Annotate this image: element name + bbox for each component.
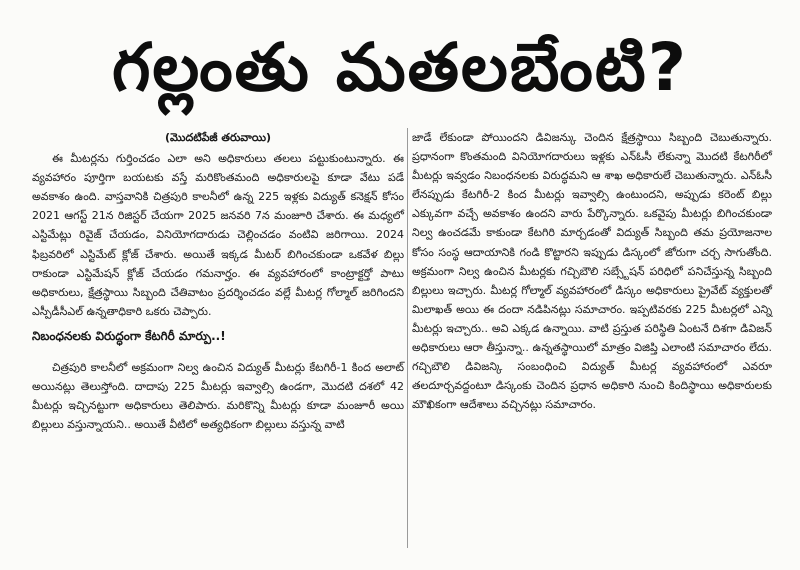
right-paragraph-1: జాడే లేకుండా పోయిందని డివిజన్కు చెందిన క్షేత్రస్థాయి సిబ్బంది చెబుతున్నారు. ప్రధానంగా కొంతమంది వినియోగదారులు ఇళ్లకు ఎన్ఓసీ లేకున్నా మొదటి కేటగిరీలో మీటర్లు ఇవ్వడం నిబంధనలకు విరుద్ధమని ఆ శాఖ అధికారులే చెబుతున్నారు. ఎన్ఓసీ లేనప్పుడు కేటగిరీ-2 కింద మీటర్లు ఇవ్వాల్సి ఉంటుందని, అప్పుడు కరెంట్ బిల్లు ఎక్కువగా వచ్చే అవకాశం ఉందని వారు పేర్కొన్నారు. ఒకవైపు మీటర్లు బిగించకుండా నిల్వ ఉంచడమే కాకుండా కేటగిరి మార్చడంతో విద్యుత్ సిబ్బంది తమ ప్రయోజనాల కోసం సంస్థ ఆదాయానికి గండి కొట్టారని ఇప్పుడు డిస్కంలో జోరుగా చర్చ సాగుతోంది. అక్రమంగా నిల్వ ఉంచిన మీటర్లకు గచ్చిబౌలి సబ్స్టేషన్ పరిధిలో పనిచేస్తున్న సిబ్బంది బిల్లులు ఇచ్చారు. మీటర్ల గోల్మాల్ వ్యవహారంలో డిస్కం అధికారులు ప్రైవేట్ వ్యక్తులతో మిలాఖత్ అయి ఈ దందా నడిపినట్లు సమాచారం. ఇప్పటివరకు 225 మీటర్లలో ఎన్ని మీటర్లు ఇచ్చారు.. అవి ఎక్కడ ఉన్నాయి. వాటి ప్రస్తుత పరిస్థితి ఏంటనే దిశగా డివిజన్ అధికారులు ఆరా తీస్తున్నా.. ఉన్నతస్థాయిలో మాత్రం విజిప్తి ఎలాంటి సమాచారం లేదు. గచ్చిబౌలి డివిజన్కి సంబంధించి విద్యుత్ మీటర్ల వ్యవహారంలో ఎవరూ తలదూర్చవద్దంటూ డిస్కంకు చెందిన ప్రధాన అధికారి నుంచి కిందిస్థాయి అధికారులకు మౌఖికంగా ఆదేశాలు వచ్చినట్లు సమాచారం. [412,131,772,412]
byline: (మొదటిపేజీ తరువాయి) [164,131,271,144]
headline: గల్లంతు మతలబేంటి? [111,29,689,106]
left-paragraph-1: ఈ మీటర్లను గుర్తించడం ఎలా అని అధికారులు తలలు పట్టుకుంటున్నారు. ఈ వ్యవహారం పూర్తిగా బయటకు వస్తే మరికొంతమంది అధికారులపై కూడా వేటు పడే అవకాశం ఉంది. వాస్తవానికి చిత్రపురి కాలనీలో ఉన్న 225 ఇళ్లకు విద్యుత్ కనెక్షన్ కోసం 2021 ఆగస్ట్ 21న రిజిస్టర్ చేయగా 2025 జనవరి 7న మంజూరి చేశారు. ఈ మధ్యలో ఎస్టిమేట్లు రివైజ్ చేయడం, వినియోగదారుడు చెల్లించడం వంటివి జరిగాయి. 2024 ఫిబ్రవరిలో ఎస్టిమేట్ క్లోజ్ చేశారు. అయితే ఇక్కడ మీటర్ బిగించకుండా ఒకవేళ బిల్లు రాకుండా ఎస్టిమేషన్ క్లోజ్ చేయడం గమనార్హం. ఈ వ్యవహారంలో కాంట్రాక్టర్తో పాటు అధికారులు, క్షేత్రస్థాయి సిబ్బంది చేతివాటం ప్రదర్శించడం వల్లే మీటర్ల గోల్మాల్ జరిగిందని ఎస్పీడీసీఎల్ ఉన్నతాధికారి ఒకరు చెప్పారు. [32,152,404,318]
left-column [32,128,404,434]
left-paragraph-2: చిత్రపురి కాలనీలో అక్రమంగా నిల్వ ఉంచిన విద్యుత్ మీటర్లు కేటగిరీ-1 కింద అలాట్ అయినట్లు తెలుస్తోంది. దాదాపు 225 మీటర్లు ఇవ్వాల్సి ఉండగా, మొదటి దశలో 42 మీటర్లు ఇచ్చినట్టుగా అధికారులు తెలిపారు. మరికొన్ని మీటర్లు కూడా మంజూరీ అయి బిల్లులు వస్తున్నాయని.. అయితే వీటిలో అత్యధికంగా బిల్లులు వస్తున్న వాటి [32,361,404,432]
column-divider [407,128,408,548]
subheading: నిబంధనలకు విరుద్ధంగా కేటగిరీ మార్పు..! [32,328,226,343]
right-column [412,128,772,414]
spacer [32,350,404,358]
